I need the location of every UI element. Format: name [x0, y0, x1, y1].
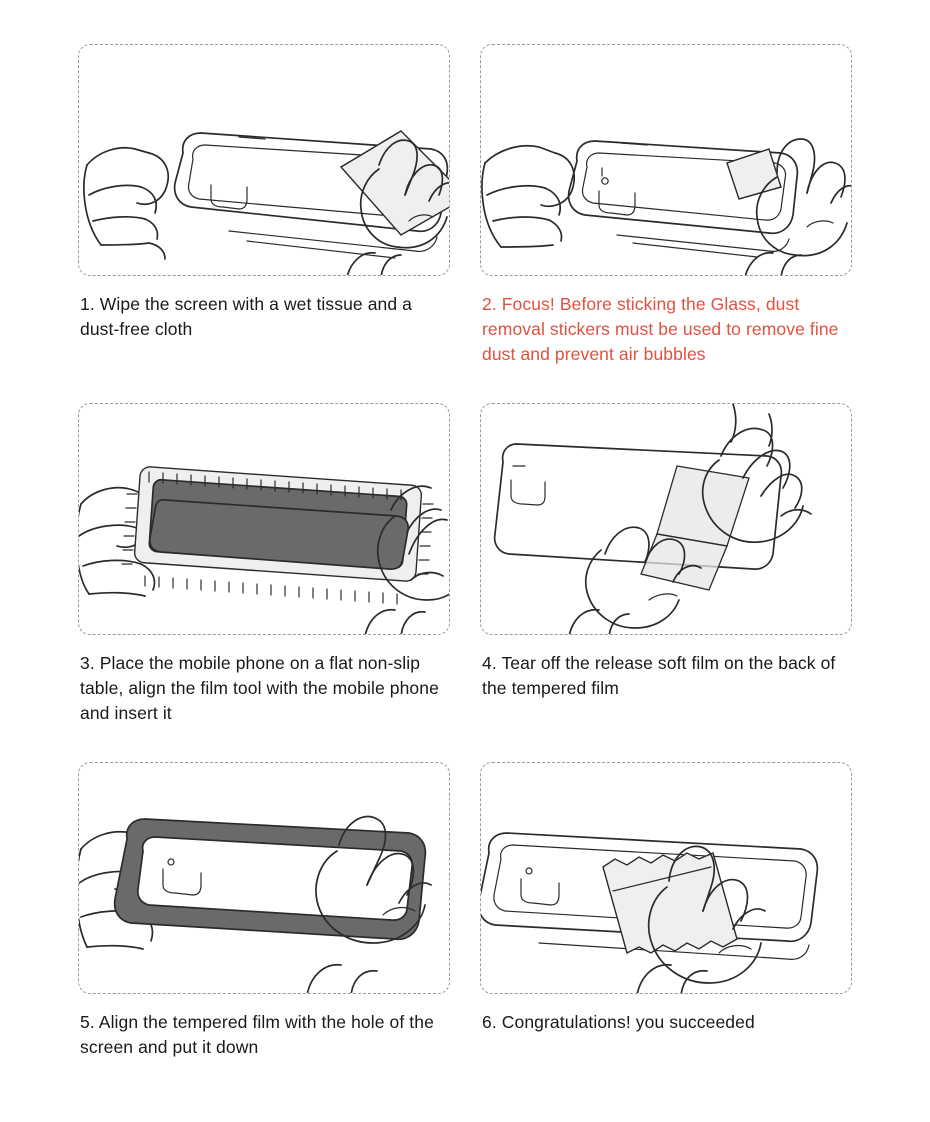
peel-release-film-illustration: [481, 404, 852, 635]
step-2-illustration: [480, 44, 852, 276]
step-4: [480, 403, 852, 726]
step-3-caption: 3. Place the mobile phone on a flat non-slip table, align the film tool with the mobile phone and insert it: [80, 653, 439, 723]
step-6-caption: 6. Congratulations! you succeeded: [482, 1012, 755, 1032]
step-2: [480, 44, 852, 367]
step-5-caption: 5. Align the tempered film with the hole of the screen and put it down: [80, 1012, 434, 1057]
row-spacer-2: [78, 726, 852, 762]
step-6-illustration: [480, 762, 852, 994]
step-4-caption: 4. Tear off the release soft film on the back of the tempered film: [482, 653, 836, 698]
step-3-illustration: [78, 403, 450, 635]
film-tool-illustration: [79, 404, 450, 635]
step-5: [78, 762, 450, 1060]
steps-grid: [78, 44, 852, 367]
wipe-screen-illustration: [79, 45, 450, 276]
step-3: [78, 403, 450, 726]
step-1-illustration: [78, 44, 450, 276]
step-2-caption: 2. Focus! Before sticking the Glass, dust removal stickers must be used to remove fine dust and prevent air bubbles: [482, 294, 839, 364]
row-spacer-1: [78, 367, 852, 403]
align-film-illustration: [79, 763, 450, 994]
wipe-finished-screen-illustration: [481, 763, 852, 994]
step-6: [480, 762, 852, 1060]
step-1-caption: 1. Wipe the screen with a wet tissue and a dust-free cloth: [80, 294, 413, 339]
dust-sticker-illustration: [481, 45, 852, 276]
step-1: [78, 44, 450, 367]
steps-grid-3: [78, 762, 852, 1060]
step-4-illustration: [480, 403, 852, 635]
steps-grid-2: [78, 403, 852, 726]
step-5-illustration: [78, 762, 450, 994]
